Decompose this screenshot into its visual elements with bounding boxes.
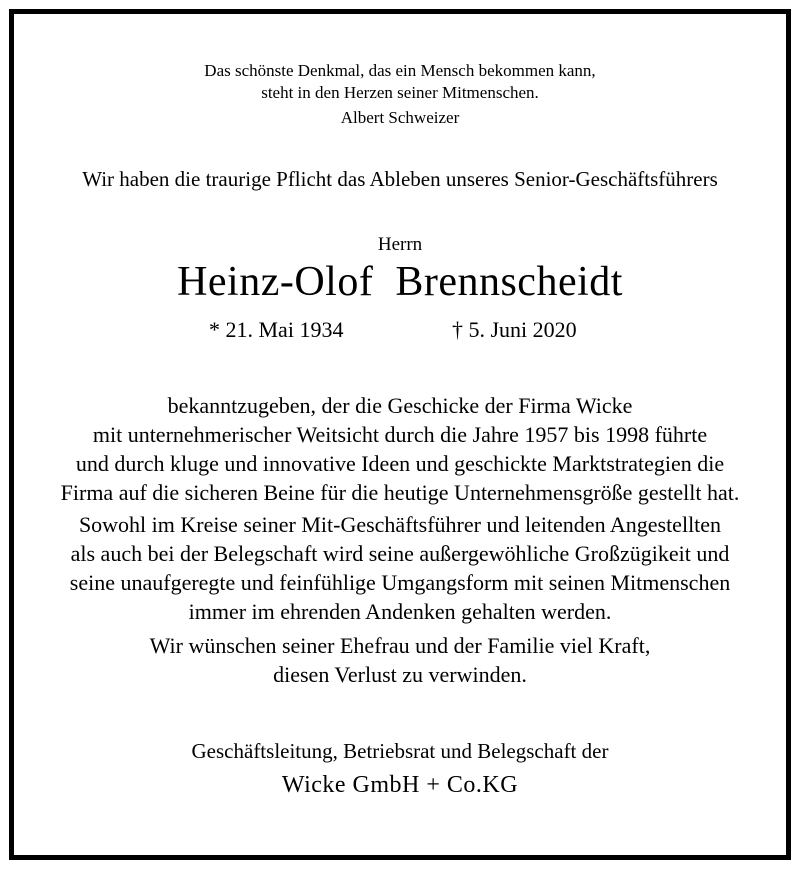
- company-name: Wicke GmbH + Co.KG: [281, 772, 519, 798]
- paragraph1-line-3: und durch kluge und innovative Ideen und geschickte Marktstrategien die: [75, 451, 725, 476]
- paragraph2-line-4: immer im ehrenden Andenken gehalten werden.: [188, 599, 612, 624]
- quote-author: Albert Schweizer: [340, 108, 460, 127]
- paragraph1-line-1: bekanntzugeben, der die Geschicke der Firma Wicke: [167, 393, 633, 418]
- paragraph3-line-2: diesen Verlust zu verwinden.: [273, 662, 527, 687]
- paragraph3-line-1: Wir wünschen seiner Ehefrau und der Familie viel Kraft,: [149, 633, 651, 658]
- deceased-name: Heinz-Olof Brennscheidt: [177, 259, 623, 305]
- signature-line: Geschäftsleitung, Betriebsrat und Belegschaft der: [191, 739, 609, 763]
- quote-line-2: steht in den Herzen seiner Mitmenschen.: [261, 83, 539, 102]
- paragraph2-line-2: als auch bei der Belegschaft wird seine außergewöhliche Großzügikeit und: [70, 541, 730, 566]
- death-date: † 5. Juni 2020: [452, 317, 577, 342]
- intro-text: Wir haben die traurige Pflicht das Ableben unseres Senior-Geschäftsführers: [82, 167, 718, 191]
- paragraph2-line-1: Sowohl im Kreise seiner Mit-Geschäftsführer und leitenden Angestellten: [78, 512, 722, 537]
- paragraph2-line-3: seine unaufgeregte und feinfühlige Umgangsform mit seinen Mitmenschen: [69, 570, 731, 595]
- paragraph1-line-2: mit unternehmerischer Weitsicht durch die Jahre 1957 bis 1998 führte: [92, 422, 708, 447]
- salutation: Herrn: [377, 234, 423, 255]
- birth-date: * 21. Mai 1934: [209, 317, 344, 342]
- paragraph1-line-4: Firma auf die sicheren Beine für die heutige Unternehmensgröße gestellt hat.: [60, 480, 740, 505]
- quote-line-1: Das schönste Denkmal, das ein Mensch bekommen kann,: [204, 61, 596, 80]
